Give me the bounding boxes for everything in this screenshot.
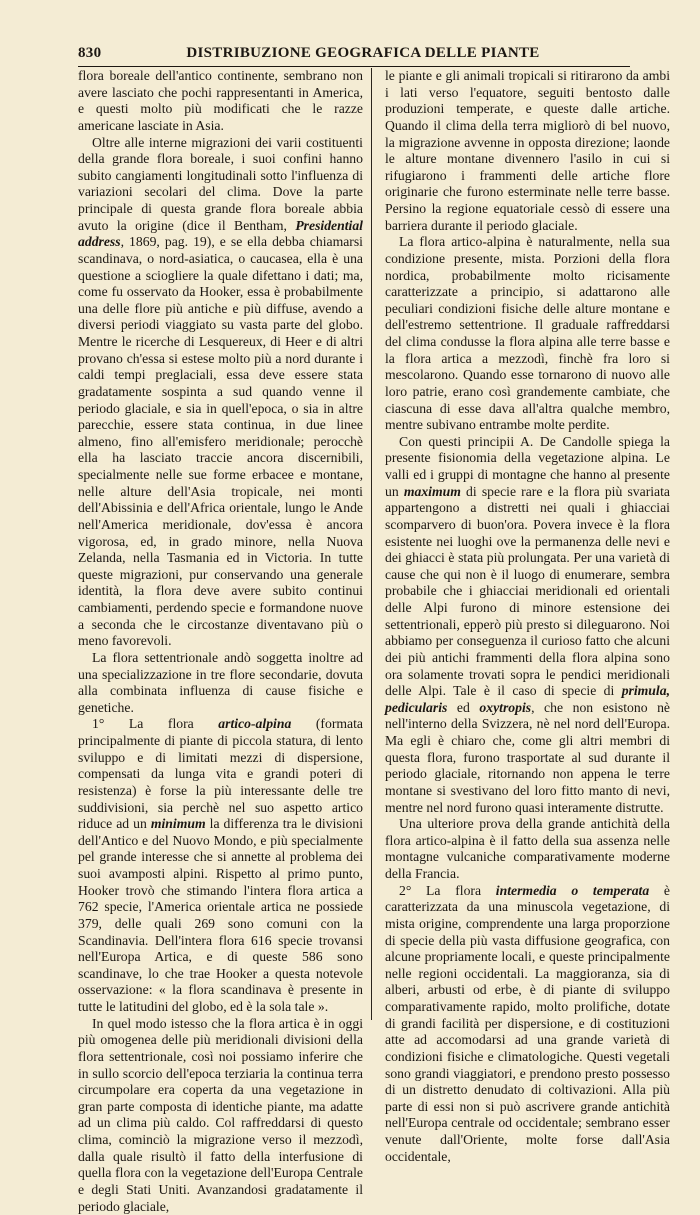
text-run: la differenza tra le divisioni dell'Antico e del Nuovo Mondo, e più specialmente pel grande interesse che si annette al problema dei suoi avamposti alpini. Rispetto al primo punto, Hooker trovò che stimando l'intera flora artica a 762 specie, l'America orientale artica ne possiede 379, delle quali 269 sono comuni con la Scandinavia. Dell'intera flora 616 specie trovansi nell'Europa Artica, e di queste 586 sono scandinave, lo che trae Hooker a questa notevole osservazione: « la flora scandinava è presente in tutte le latitudini del globo, ed è la sola tale ». bbox=[78, 816, 363, 1014]
text-run: In quel modo istesso che la flora artica è in oggi più omogenea delle più meridionali divisioni della flora settentrionale, così noi possiamo inferire che in sullo scorcio dell'epoca terziaria la continua terra circumpolare era coperta da una vegetazione in gran parte composta di identiche piante, ma adatte ad un clima più caldo. Col raffreddarsi di questo clima, cominciò la migrazione verso il mezzodì, dalla quale risultò il fatto della interfusione di quella flora con la vegetazione dell'Europa Centrale e degli Stati Uniti. Avanzandosi gradatamente il periodo glaciale, bbox=[78, 1015, 363, 1214]
text-run: Con questi principii A. De Candolle spiega la presente fisionomia della vegetazione alpina. Le valli ed i gruppi di montagne che hanno al presente un bbox=[385, 433, 670, 499]
column-divider bbox=[371, 68, 372, 1020]
page-number: 830 bbox=[78, 44, 102, 61]
paragraph bbox=[78, 1016, 363, 1215]
paragraph bbox=[78, 68, 363, 135]
paragraph bbox=[385, 816, 670, 883]
emphasized-text: minimum bbox=[150, 816, 206, 832]
left-column bbox=[78, 68, 363, 1214]
page-header bbox=[78, 40, 618, 66]
emphasized-text: oxytropis bbox=[479, 699, 532, 715]
right-column bbox=[385, 68, 671, 1164]
text-run: è caratterizzata da una minuscola vegetazione, di mista origine, comprendente una larga proporzione di specie della più vasta diffusione geografica, con alcune propriamente locali, e queste principalmente nelle regioni occidentali. La maggioranza, sia di alberi, arbusti od erbe, è di piante di sviluppo comparativamente rapido, molto prolifiche, dotate di grandi facilità per dispersione, e di costituzioni atte ad accomodarsi ad una grande varietà di condizioni fisiche e climatologiche. Questi vegetali sono grandi viaggiatori, e prendono presto possesso di un distretto denudato di coltivazioni. Alla più parte di essi non si può ascrivere grande antichità nell'Europa centrale od occidentale; sembrano esser venute dall'Oriente, molte forse dall'Asia occidentale, bbox=[385, 882, 671, 1164]
paragraph bbox=[385, 234, 670, 434]
text-run: flora boreale dell'antico continente, sembrano non avere lasciato che pochi rappresentanti in America, e questi molto più modificati che le razze americane lasciate in Asia. bbox=[78, 68, 363, 133]
text-run: ed bbox=[447, 699, 480, 715]
text-run: Oltre alle interne migrazioni dei varii costituenti della grande flora boreale, i suoi confini hanno subito cangiamenti longitudinali sotto l'influenza di variazioni secolari del clima. Dove la parte principale di questa grande flora boreale abbia avuto la origine (dice il Bentham, bbox=[78, 134, 363, 233]
text-run: le piante e gli animali tropicali si ritirarono da ambi i lati verso l'equatore, seguiti bentosto dalle produzioni temperate, e queste dalle artiche. Quando il clima della terra migliorò di bel nuovo, la migrazione avvenne in opposta direzione; laonde le alture montane divennero l'asilo in cui si rifugiarono i frammenti delle artiche flore originarie che furono esterminate nelle terre basse. Persino la regione equatoriale cessò di essere una barriera durante il periodo glaciale. bbox=[385, 68, 670, 233]
text-run: 2° La flora bbox=[399, 882, 496, 898]
paragraph bbox=[385, 434, 670, 816]
text-run: 1° La flora bbox=[92, 716, 219, 732]
paragraph bbox=[78, 135, 363, 650]
emphasized-text: artico-alpina bbox=[218, 716, 292, 732]
text-run: , che non esistono nè nell'interno della Svizzera, nè nel nord dell'Europa. Ma egli è chiaro che, come gli altri membri di questa flora, furono trasportate al sud durante il periodo glaciale, ritornando non appena le terre montane si svestivano del loro fitto manto di nevi, mentre nel nord furono quasi interamente distrutte. bbox=[385, 699, 671, 815]
paragraph bbox=[385, 68, 670, 234]
header-rule bbox=[78, 66, 630, 67]
text-run: (formata principalmente di piante di piccola statura, di lento sviluppo e di limitati mezzi di dispersione, compensati da lunga vita e grandi poteri di resistenza) è forse la più interessante delle tre suddivisioni, sia perchè nel suo aspetto artico riduce ad un bbox=[78, 716, 363, 832]
text-run: di specie rare e la flora più svariata appartengono a distretti nei quali i ghiacciai scomparvero di buon'ora. Povera invece è la flora esistente nei luoghi ove la permanenza delle nevi e dei ghiacci è stata più prolungata. Per una varietà di cause che qui non è il luogo di enumerare, sembra probabile che i ghiacciai meridionali ed orientali delle Alpi furono di minore estensione dei settentrionali, epperò più presto si dileguarono. Noi abbiamo per conseguenza il curioso fatto che alcuni dei più antichi frammenti della flora alpina sono ora solamente trovati sopra le pendici meridionali delle Alpi. Tale è il caso di specie di bbox=[385, 483, 671, 699]
text-run: La flora settentrionale andò soggetta inoltre ad una specializzazione in tre flore secondarie, dovuta alla combinata influenza di cause fisiche e genetiche. bbox=[78, 649, 363, 715]
emphasized-text: maximum bbox=[403, 483, 461, 499]
text-run: La flora artico-alpina è naturalmente, nella sua condizione presente, mista. Porzioni della flora nordica, probabilmente molto ricisamente caratterizzate a principio, si adattarono alle peculiari condizioni fisiche delle alture montane e dell'estremo settentrione. Il graduale raffreddarsi del clima condusse la flora alpina alle terre basse e la flora artica a mezzodì, finchè fra loro si mescolarono. Quando esse tornarono di nuovo alle loro patrie, erano così grandemente cambiate, che ciascuna di esse dava all'altra qualche membro, mentre subivano entrambe molte perdite. bbox=[385, 234, 670, 433]
emphasized-text: primula, pedicularis bbox=[385, 683, 670, 715]
paragraph bbox=[78, 650, 363, 717]
running-title: DISTRIBUZIONE GEOGRAFICA DELLE PIANTE bbox=[186, 44, 540, 61]
text-run: , 1869, pag. 19), e se ella debba chiamarsi scandinava, o nord-asiatica, o caucasea, ella è una questione a sciogliere la quale difettano i dati; ma, come fu osservato da Hooker, essa è probabilmente una delle flore più antiche e più diffuse, avendo a diversi periodi viaggiato su vasta parte del globo. Mentre le ricerche di Lesquereux, di Heer e di altri provano ch'essa si estese molto più a nord durante i caldi tempi preglaciali, essa deve essere stata gradatamente sospinta a sud quando venne il periodo glaciale, e sia in quell'epoca, o sia in altre parecchie, essere stata continua, in due linee almeno, fino all'emisfero meridionale; perocchè ella ha lasciato traccie ancora discernibili, specialmente nelle sue forme erbacee e montane, nelle alture dell'Asia tropicale, nei monti dell'Abissinia e dell'Africa orientale, lungo le Ande nell'America meridionale, dov'essa è ancora vigorosa, ed, in grado minore, nella Nuova Zelanda, nella Tasmania ed in Victoria. In tutte queste migrazioni, pur conservando una generale identità, la flora deve avere subito continui cambiamenti, perdendo specie e formandone nuove a seconda che le circostanze diventavano più o meno favorevoli. bbox=[78, 234, 363, 649]
emphasized-text: Presidential address bbox=[78, 217, 363, 250]
text-run: Una ulteriore prova della grande antichità della flora artico-alpina è il fatto della sua assenza nelle montagne vulcaniche comparativamente moderne della Francia. bbox=[385, 816, 670, 881]
paragraph bbox=[385, 883, 670, 1166]
paragraph bbox=[78, 716, 363, 1015]
emphasized-text: intermedia o temperata bbox=[495, 882, 650, 898]
